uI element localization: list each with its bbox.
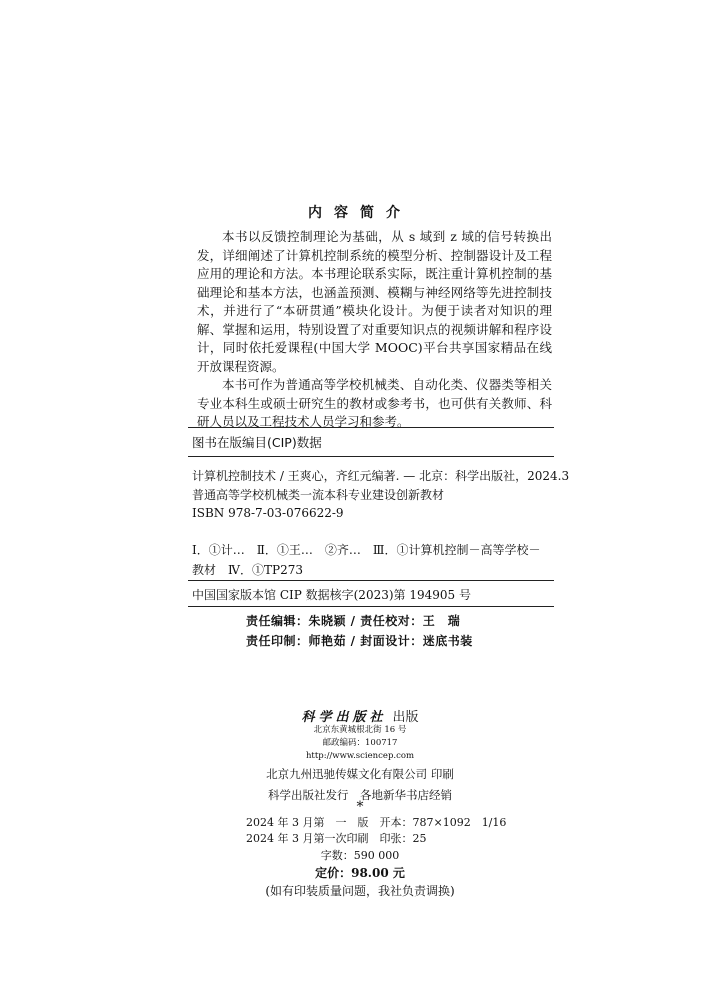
publisher-logo: 科学出版社: [301, 710, 387, 725]
cip-heading: 图书在版编目(CIP)数据: [192, 435, 322, 450]
publisher-address: 北京东黄城根北街 16 号: [313, 725, 407, 735]
edition-line: 2024 年 3 月第 一 版 开本：787×1092 1/16: [246, 816, 507, 829]
cip-bottom-rule: [188, 606, 554, 607]
publisher-name: [0, 706, 720, 725]
publisher-website: http://www.sciencep.com: [305, 751, 415, 761]
printing-line: 2024 年 3 月第一次印刷 印张：25: [246, 832, 427, 845]
cip-verify-number: 中国国家版本馆 CIP 数据核字(2023)第 194905 号: [192, 588, 471, 602]
cip-classification-line-2: 教材 Ⅳ．①TP273: [192, 563, 303, 577]
cip-classification-line-1: Ⅰ．①计… Ⅱ．①王… ②齐… Ⅲ．①计算机控制－高等学校－: [192, 543, 541, 557]
summary-paragraph-1: 本书以反馈控制理论为基础，从 s 域到 z 域的信号转换出发，详细阐述了计算机控制系统的模型分析、控制器设计及工程应用的理论和方法。本书理论联系实际，既注重计算机控制的基础理论和基本方法，也涵盖预测、模糊与神经网络等先进控制技术，并进行了“本研贯通”模块化设计。为便于读者对知识的理解、掌握和运用，特别设置了对重要知识点的视频讲解和程序设计，同时依托爱课程(中国大学 MOOC)平台共享国家精品在线开放课程资源。: [197, 229, 552, 374]
summary-body: [197, 228, 552, 432]
cip-line-title: 计算机控制技术 / 王爽心，齐红元编著. — 北京：科学出版社，2024.3: [192, 469, 570, 483]
cip-heading-rule: [188, 456, 554, 457]
summary-paragraph-2: 本书可作为普通高等学校机械类、自动化类、仪器类等相关专业本科生或硕士研究生的教材或参考书，也可供有关教师、科研人员以及工程技术人员学习和参考。: [197, 377, 552, 429]
staff-editors: 责任编辑：朱晓颖 / 责任校对：王 瑞: [246, 614, 461, 628]
quality-notice: (如有印装质量问题，我社负责调换): [265, 884, 455, 898]
cip-line-series: 普通高等学校机械类一流本科专业建设创新教材: [192, 487, 445, 502]
cip-record: [192, 467, 570, 523]
distribution-line: 科学出版社发行 各地新华书店经销: [268, 788, 452, 802]
cip-classification: [192, 540, 554, 580]
summary-title: 内容简介: [308, 205, 412, 221]
price: 定价：98.00 元: [315, 866, 405, 880]
publisher-postcode: 邮政编码：100717: [322, 738, 398, 748]
publisher-suffix: 出版: [392, 710, 419, 725]
word-count: 字数：590 000: [320, 849, 400, 862]
separator-star: *: [356, 799, 364, 815]
cip-line-isbn: ISBN 978-7-03-076622-9: [192, 506, 344, 520]
cip-verify-rule: [188, 580, 554, 581]
cip-top-rule: [188, 427, 554, 428]
staff-production: 责任印制：师艳茹 / 封面设计：迷底书装: [246, 634, 473, 648]
printer-line: 北京九州迅驰传媒文化有限公司 印刷: [266, 767, 454, 781]
